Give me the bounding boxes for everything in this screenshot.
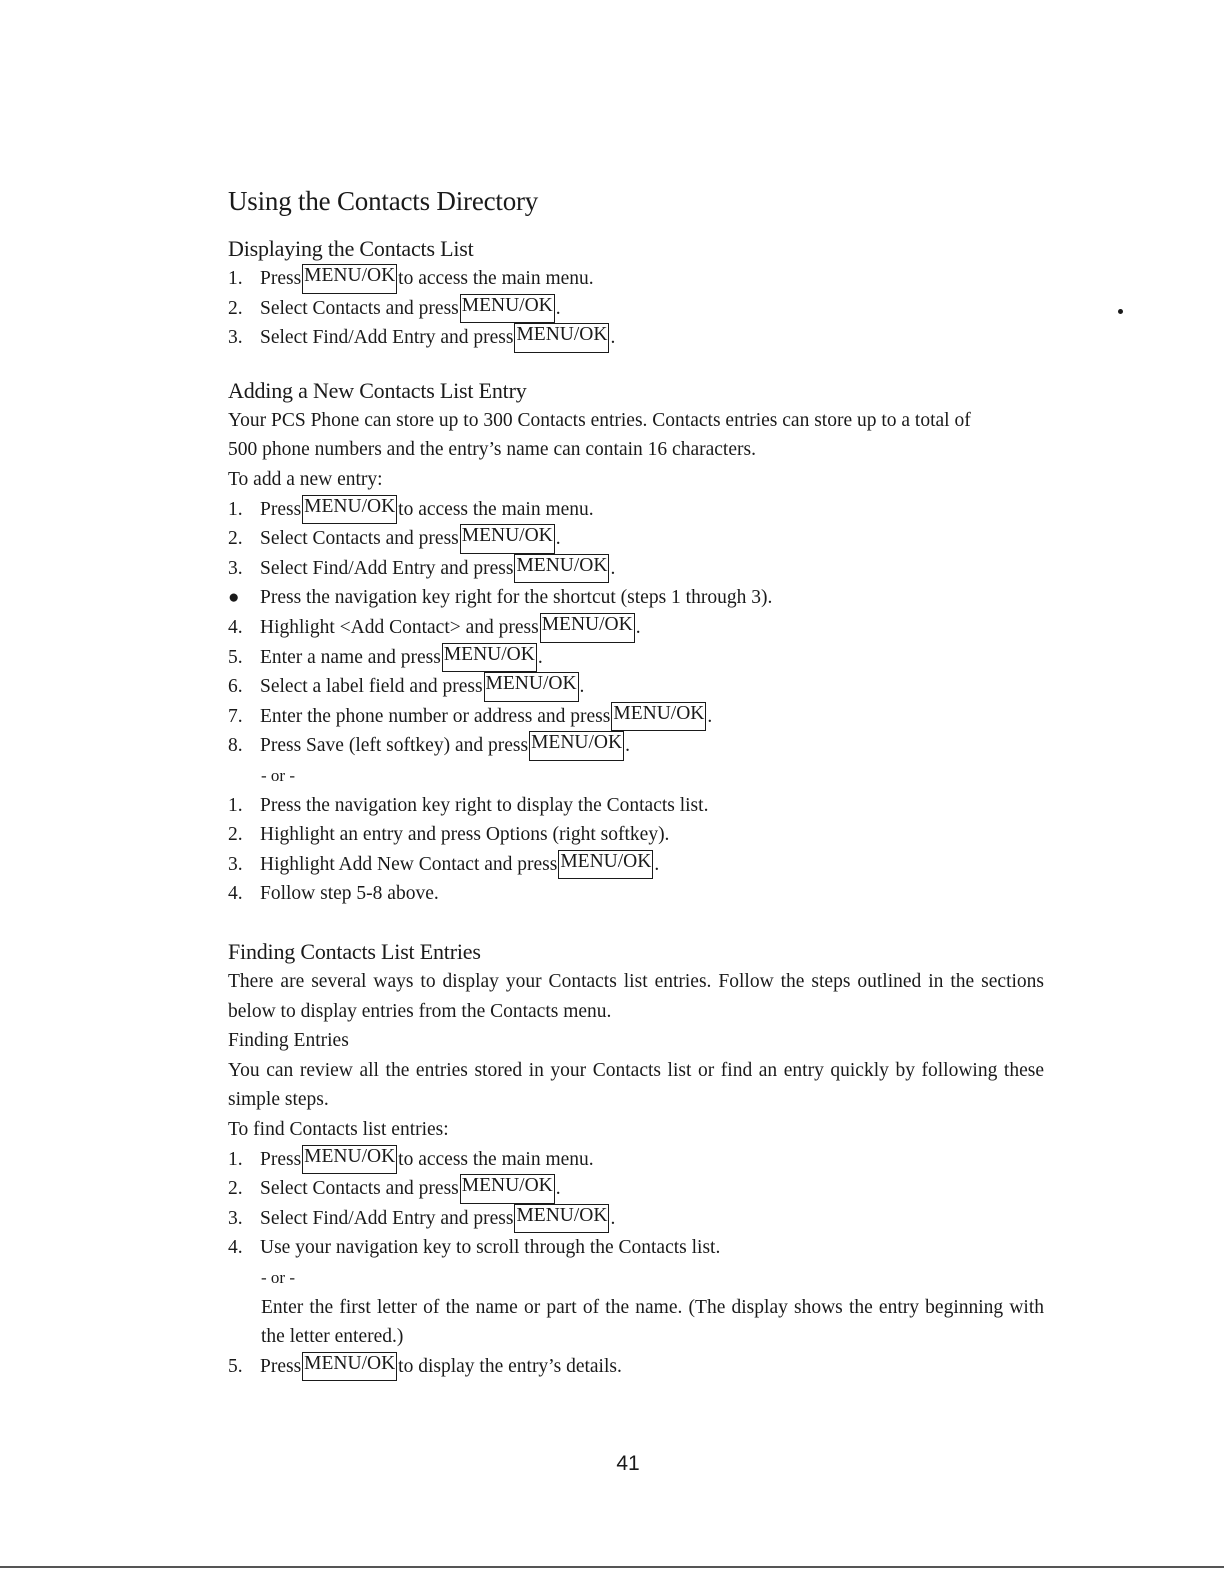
step-text: Highlight Add New Contact and press — [260, 853, 558, 875]
section-displaying — [228, 233, 1044, 353]
step-number: 7. — [228, 705, 243, 727]
step-text: to access the main menu. — [398, 1148, 594, 1170]
step-number: 2. — [228, 528, 243, 550]
heading-adding: Adding a New Contacts List Entry — [228, 377, 527, 403]
step-text: . — [579, 676, 585, 698]
menu-ok-key: MENU/OK — [302, 1145, 397, 1175]
step-text: Select a label field and press — [260, 676, 483, 698]
menu-ok-key: MENU/OK — [558, 850, 653, 880]
step-text: . — [635, 616, 641, 638]
step-text: Highlight an entry and press Options (right softkey). — [260, 824, 670, 846]
step-text: Press — [260, 498, 302, 520]
page-number: 41 — [616, 1452, 640, 1475]
list-item — [228, 264, 1044, 294]
list-item — [228, 1352, 1044, 1382]
scan-speck — [1118, 309, 1123, 314]
step-number: 4. — [228, 1237, 243, 1259]
step-text: Select Contacts and press — [260, 297, 459, 319]
menu-ok-key: MENU/OK — [302, 495, 397, 525]
step-text: Select Contacts and press — [260, 528, 459, 550]
finding-sub-intro: You can review all the entries stored in your Contacts list or find an entry quickly by following these simple steps. — [228, 1059, 1044, 1111]
step-number: 6. — [228, 676, 243, 698]
menu-ok-key: MENU/OK — [460, 524, 555, 554]
step-number: 2. — [228, 824, 243, 846]
step-number: 1. — [228, 498, 243, 520]
content-top — [228, 183, 1044, 909]
step-text: Select Find/Add Entry and press — [260, 327, 514, 349]
finding-intro: There are several ways to display your Contacts list entries. Follow the steps outlined in the sections below to display entries from the Contacts menu. — [228, 971, 1044, 1022]
intro-line-1: Your PCS Phone can store up to 300 Contacts entries. Contacts entries can store up to a total of — [228, 409, 971, 431]
content-bottom — [228, 936, 1044, 1381]
list-item — [228, 1145, 1044, 1175]
step-text: . — [555, 528, 561, 550]
step-number: 2. — [228, 297, 243, 319]
step-number: 4. — [228, 616, 243, 638]
step-number: 8. — [228, 735, 243, 757]
step-text: Select Find/Add Entry and press — [260, 557, 514, 579]
step-text: Press the navigation key right to display the Contacts list. — [260, 794, 709, 816]
step-number: 1. — [228, 794, 243, 816]
step-text: . — [707, 705, 713, 727]
step-text: . — [610, 1207, 616, 1229]
step-text: to display the entry’s details. — [398, 1355, 622, 1377]
step-text: . — [654, 853, 660, 875]
menu-ok-key: MENU/OK — [484, 672, 579, 702]
heading-displaying: Displaying the Contacts List — [228, 236, 474, 261]
list-item — [228, 583, 1044, 613]
bullet-icon: ● — [228, 587, 240, 609]
list-item — [228, 702, 1044, 732]
step-number: 4. — [228, 883, 243, 905]
step-number: 3. — [228, 557, 243, 579]
step-text: . — [555, 297, 561, 319]
step-number: 1. — [228, 268, 243, 289]
step-text: Press — [260, 268, 302, 289]
step-text: Use your navigation key to scroll through the Contacts list. — [260, 1237, 721, 1259]
step-text: Press — [260, 1355, 302, 1377]
section-finding — [228, 936, 1044, 1381]
menu-ok-key: MENU/OK — [514, 1204, 609, 1234]
step-text: Select Find/Add Entry and press — [260, 1207, 514, 1229]
step-text: Select Contacts and press — [260, 1178, 459, 1200]
menu-ok-key: MENU/OK — [514, 554, 609, 584]
bottom-edge-line — [0, 1566, 1224, 1568]
step-text: . — [537, 646, 543, 668]
step-text: Press — [260, 1148, 302, 1170]
menu-ok-key: MENU/OK — [302, 1352, 397, 1382]
list-item — [228, 524, 1044, 554]
step-4-alt-text: Enter the first letter of the name or part of the name. (The display shows the entry beginning with the letter entered.) — [261, 1296, 1044, 1348]
step-text: Follow step 5-8 above. — [260, 883, 439, 905]
section-adding — [228, 375, 1044, 909]
step-number: 5. — [228, 646, 243, 668]
list-item — [228, 643, 1044, 673]
page-title: Using the Contacts Directory — [228, 186, 539, 216]
step-text: Press the navigation key right for the shortcut (steps 1 through 3). — [260, 587, 773, 609]
step-number: 3. — [228, 327, 243, 349]
or-separator: - or - — [261, 1267, 295, 1287]
list-item — [228, 850, 1044, 880]
step-text: . — [610, 327, 616, 349]
heading-finding: Finding Contacts List Entries — [228, 939, 481, 964]
step-number: 3. — [228, 1207, 243, 1229]
list-item — [228, 1204, 1044, 1234]
list-item — [228, 554, 1044, 584]
step-text: Enter the phone number or address and press — [260, 705, 611, 727]
step-text: Enter a name and press — [260, 646, 441, 668]
to-add-label: To add a new entry: — [228, 468, 383, 490]
step-number: 2. — [228, 1178, 243, 1200]
step-text: Highlight <Add Contact> and press — [260, 616, 539, 638]
intro-line-2: 500 phone numbers and the entry’s name can contain 16 characters. — [228, 439, 756, 461]
list-item — [228, 495, 1044, 525]
step-text: to access the main menu. — [398, 498, 594, 520]
menu-ok-key: MENU/OK — [540, 613, 635, 643]
step-text: . — [555, 1178, 561, 1200]
list-item — [228, 672, 1044, 702]
list-item — [228, 820, 1044, 850]
step-text: to access the main menu. — [398, 268, 594, 289]
step-number: 5. — [228, 1355, 243, 1377]
step-text: Press Save (left softkey) and press — [260, 735, 529, 757]
step-text: . — [610, 557, 616, 579]
step-number: 3. — [228, 853, 243, 875]
list-item — [228, 791, 1044, 821]
menu-ok-key: MENU/OK — [529, 731, 624, 761]
list-item — [228, 879, 1044, 909]
menu-ok-key: MENU/OK — [514, 323, 609, 353]
list-item — [228, 1233, 1044, 1263]
menu-ok-key: MENU/OK — [611, 702, 706, 732]
step-number: 1. — [228, 1148, 243, 1170]
list-item — [228, 613, 1044, 643]
menu-ok-key: MENU/OK — [302, 264, 397, 294]
step-text: . — [625, 735, 630, 757]
menu-ok-key: MENU/OK — [442, 643, 537, 673]
list-item — [228, 1174, 1044, 1204]
subheading-finding-entries: Finding Entries — [228, 1030, 349, 1052]
menu-ok-key: MENU/OK — [460, 1174, 555, 1204]
list-item — [228, 323, 1044, 353]
list-item — [228, 731, 1044, 761]
menu-ok-key: MENU/OK — [460, 294, 555, 324]
or-separator: - or - — [261, 765, 295, 785]
to-find-label: To find Contacts list entries: — [228, 1118, 449, 1140]
list-item — [228, 294, 1044, 324]
